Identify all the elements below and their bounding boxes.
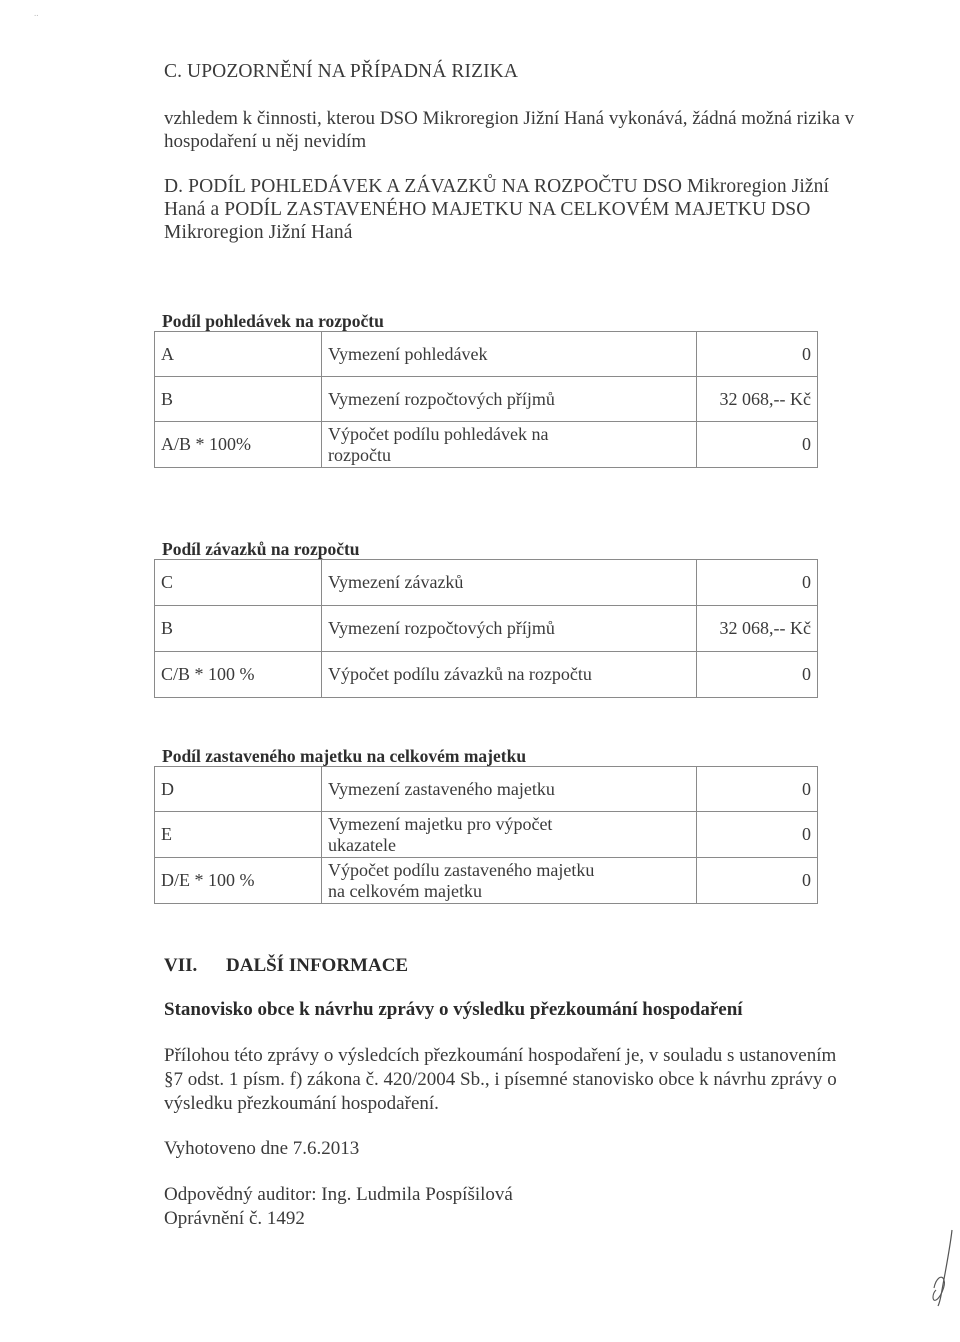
section-d-title-line2: Haná a PODÍL ZASTAVENÉHO MAJETKU NA CELKOVÉM MAJETKU DSO xyxy=(164,199,811,220)
license-line: Oprávnění č. 1492 xyxy=(164,1208,305,1229)
row-label: Vymezení závazků xyxy=(322,560,697,606)
row-code: D/E * 100 % xyxy=(155,858,322,904)
row-code: A/B * 100% xyxy=(155,422,322,468)
pledged-table-title: Podíl zastaveného majetku na celkovém majetku xyxy=(162,746,527,766)
row-label: Vymezení pohledávek xyxy=(322,332,697,377)
row-label xyxy=(322,858,697,904)
row-value: 0 xyxy=(697,332,818,377)
section-vii-number: VII. xyxy=(164,955,198,976)
table-row xyxy=(155,652,818,698)
section-vii-text-line2: §7 odst. 1 písm. f) zákona č. 420/2004 Sb., i písemné stanovisko obce k návrhu zprávy o xyxy=(164,1069,837,1090)
row-code: C/B * 100 % xyxy=(155,652,322,698)
row-value: 0 xyxy=(697,858,818,904)
table-row xyxy=(155,422,818,468)
section-vii-text-line1: Přílohou této zprávy o výsledcích přezkoumání hospodaření je, v souladu s ustanovením xyxy=(164,1045,837,1066)
row-code: C xyxy=(155,560,322,606)
section-c-text-line1: vzhledem k činnosti, kterou DSO Mikroregion Jižní Haná vykonává, žádná možná rizika v xyxy=(164,108,855,129)
liabilities-table-title: Podíl závazků na rozpočtu xyxy=(162,539,360,559)
row-code: B xyxy=(155,606,322,652)
row-label: Výpočet podílu závazků na rozpočtu xyxy=(322,652,697,698)
row-code: B xyxy=(155,377,322,422)
row-code: E xyxy=(155,812,322,858)
section-c-title: C. UPOZORNĚNÍ NA PŘÍPADNÁ RIZIKA xyxy=(164,61,519,82)
auditor-line: Odpovědný auditor: Ing. Ludmila Pospíšilová xyxy=(164,1184,513,1205)
liabilities-table xyxy=(154,559,818,698)
row-label xyxy=(322,422,697,468)
row-value: 0 xyxy=(697,767,818,812)
receivables-table xyxy=(154,331,818,468)
row-value: 0 xyxy=(697,560,818,606)
table-row xyxy=(155,332,818,377)
date-line: Vyhotoveno dne 7.6.2013 xyxy=(164,1138,360,1159)
row-label-line2: ukazatele xyxy=(328,834,396,855)
row-label-line2: rozpočtu xyxy=(328,444,391,465)
signature-mark xyxy=(928,1228,956,1308)
row-code: A xyxy=(155,332,322,377)
scan-mark: .. xyxy=(34,8,39,18)
table-row xyxy=(155,812,818,858)
row-label xyxy=(322,812,697,858)
table-row xyxy=(155,606,818,652)
row-value: 0 xyxy=(697,652,818,698)
table-row xyxy=(155,767,818,812)
row-value: 0 xyxy=(697,812,818,858)
row-value: 32 068,-- Kč xyxy=(697,377,818,422)
row-label: Vymezení rozpočtových příjmů xyxy=(322,606,697,652)
pledged-table xyxy=(154,766,818,904)
table-row xyxy=(155,377,818,422)
table-row xyxy=(155,560,818,606)
row-label-line2: na celkovém majetku xyxy=(328,880,482,901)
row-label-line1: Vymezení majetku pro výpočet xyxy=(328,813,553,834)
row-value: 0 xyxy=(697,422,818,468)
row-label: Vymezení zastaveného majetku xyxy=(322,767,697,812)
section-vii-text-line3: výsledku přezkoumání hospodaření. xyxy=(164,1093,439,1114)
section-d-title-line1: D. PODÍL POHLEDÁVEK A ZÁVAZKŮ NA ROZPOČTU DSO Mikroregion Jižní xyxy=(164,176,829,197)
row-label-line1: Výpočet podílu pohledávek na xyxy=(328,423,549,444)
row-label: Vymezení rozpočtových příjmů xyxy=(322,377,697,422)
row-label-line1: Výpočet podílu zastaveného majetku xyxy=(328,859,595,880)
section-vii-title: DALŠÍ INFORMACE xyxy=(226,955,409,976)
section-d-title-line3: Mikroregion Jižní Haná xyxy=(164,222,353,243)
section-c-text-line2: hospodaření u něj nevidím xyxy=(164,131,367,152)
section-vii-subtitle: Stanovisko obce k návrhu zprávy o výsledku přezkoumání hospodaření xyxy=(164,999,743,1020)
table-row xyxy=(155,858,818,904)
row-value: 32 068,-- Kč xyxy=(697,606,818,652)
row-code: D xyxy=(155,767,322,812)
receivables-table-title: Podíl pohledávek na rozpočtu xyxy=(162,311,384,331)
